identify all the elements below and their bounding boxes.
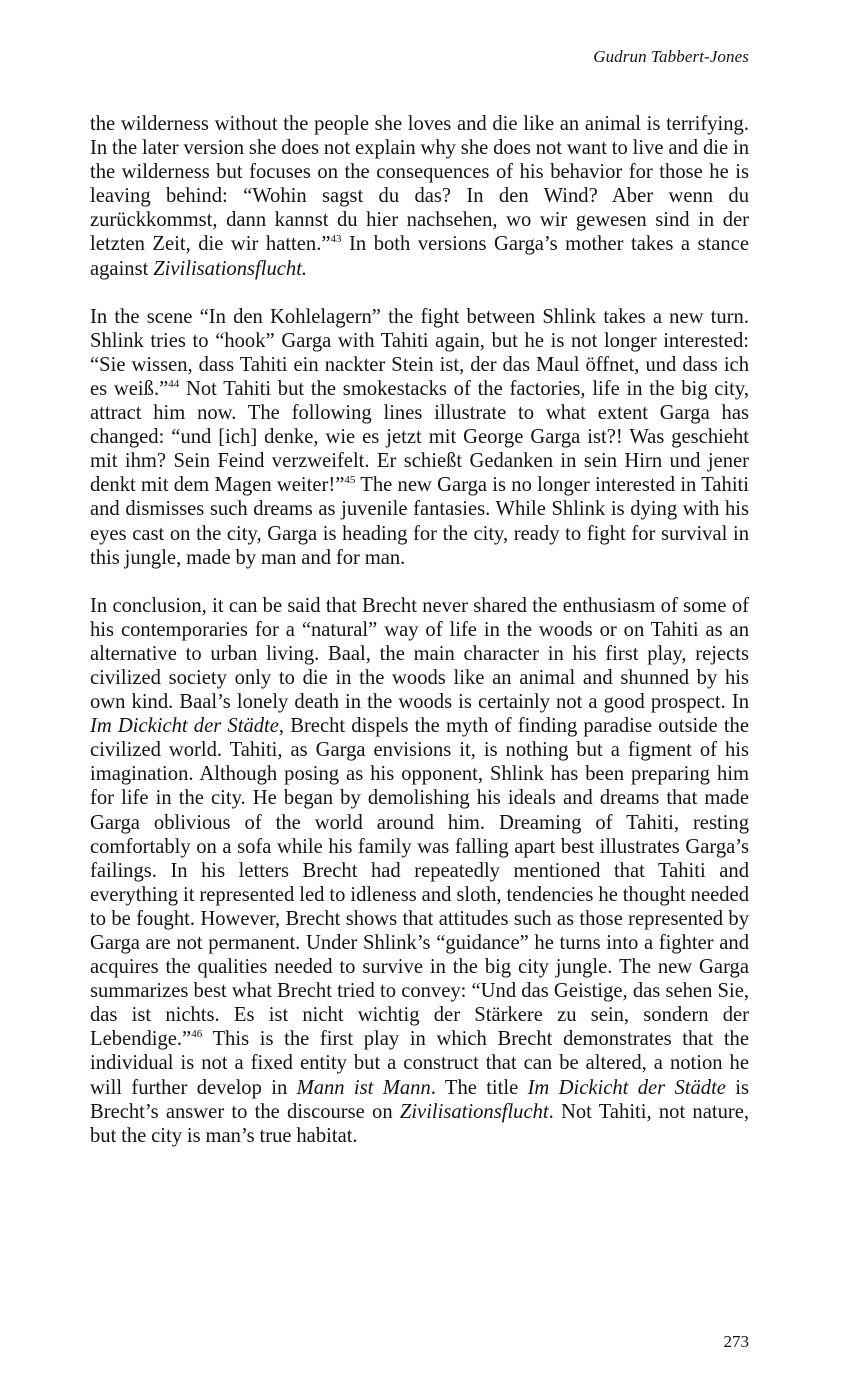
- italic-title: Mann ist Mann: [296, 1076, 431, 1099]
- italic-title: Zivilisationsflucht: [399, 1100, 549, 1123]
- footnote-marker: 46: [191, 1028, 203, 1041]
- paragraph-2: [90, 305, 749, 570]
- text-run: This is the first play in which Brecht demonstrates that the individual is not a fixed entity but a construct that can be altered, a notion he will further develop in: [90, 1028, 749, 1099]
- footnote-marker: 44: [168, 377, 180, 390]
- text-run: . Not Tahiti, not nature, but the city is man’s true habitat.: [90, 1100, 750, 1147]
- body-text: [90, 112, 749, 1172]
- text-run: In conclusion, it can be said that Brecht never shared the enthusiasm of some of his contemporaries for a “natural” way of life in the woods or on Tahiti as an alternative to urban living. Baal, the main character in his first play, rejects civilized society only to die in the woods like an animal and shunned by his own kind. Baal’s lonely death in the woods is certainly not a good prospect. In: [90, 594, 749, 714]
- footnote-marker: 43: [330, 233, 342, 246]
- text-run: In the scene “In den Kohlelagern” the fight between Shlink takes a new turn. Shlink tries to “hook” Garga with Tahiti again, but he is not longer interested: “Sie wissen, dass Tahiti ein nackter Stein ist, der das Maul öffnet, und dass ich es weiß.”: [90, 305, 749, 400]
- paragraph-3: [90, 594, 749, 1148]
- paragraph-1: [90, 112, 749, 281]
- text-run: Not Tahiti but the smokestacks of the factories, life in the big city, attract him now. The following lines illustrate to what extent Garga has changed: “und [ich] denke, wie es jetzt mit George Garga ist?! Was geschieht mit ihm? Sein Feind verzweifelt. Er schießt Gedanken in sein Hirn und jener denkt mit dem Magen weiter!”: [90, 377, 750, 497]
- italic-title: Zivilisationsflucht.: [153, 257, 308, 280]
- text-run: , Brecht dispels the myth of finding paradise outside the civilized world. Tahiti, as Garga envisions it, is nothing but a figment of his imagination. Although posing as his opponent, Shlink has been preparing him for life in the city. He began by demolishing his ideals and dreams that made Garga oblivious of the world around him. Dreaming of Tahiti, resting comfortably on a sofa while his family was falling apart best illustrates Garga’s failings. In his letters Brecht had repeatedly mentioned that Tahiti and everything it represented led to idleness and sloth, tendencies he thought needed to be fought. However, Brecht shows that attitudes such as those represented by Garga are not permanent. Under Shlink’s “guidance” he turns into a fighter and acquires the qualities needed to survive in the big city jungle. The new Garga summarizes best what Brecht tried to convey: “Und das Geistige, das sehen Sie, das ist nichts. Es ist nicht wichtig der Stärkere zu sein, sondern der Lebendige.”: [90, 715, 749, 1051]
- text-run: is Brecht’s answer to the discourse on: [90, 1076, 749, 1123]
- running-head-author: Gudrun Tabbert-Jones: [593, 47, 749, 66]
- page-number: 273: [723, 1332, 749, 1351]
- text-run: In both versions Garga’s mother takes a stance against: [90, 233, 749, 280]
- text-run: . The title: [430, 1076, 528, 1099]
- italic-title: Im Dickicht der Städte: [527, 1076, 726, 1099]
- italic-title: Im Dickicht der Städte: [90, 715, 279, 738]
- footnote-marker: 45: [344, 474, 356, 487]
- text-run: the wilderness without the people she loves and die like an animal is terrifying. In the later version she does not explain why she does not want to live and die in the wilderness but focuses on the consequences of his behavior for those he is leaving behind: “Wohin sagst du das? In den Wind? Aber wenn du zurückkommst, dann kannst du hier nachsehen, wo wir gewesen sind in der letzten Zeit, die wir hatten.”: [90, 113, 749, 256]
- text-run: The new Garga is no longer interested in Tahiti and dismisses such dreams as juvenile fantasies. While Shlink is dying with his eyes cast on the city, Garga is heading for the city, ready to fight for survival in this jungle, made by man and for man.: [90, 474, 749, 569]
